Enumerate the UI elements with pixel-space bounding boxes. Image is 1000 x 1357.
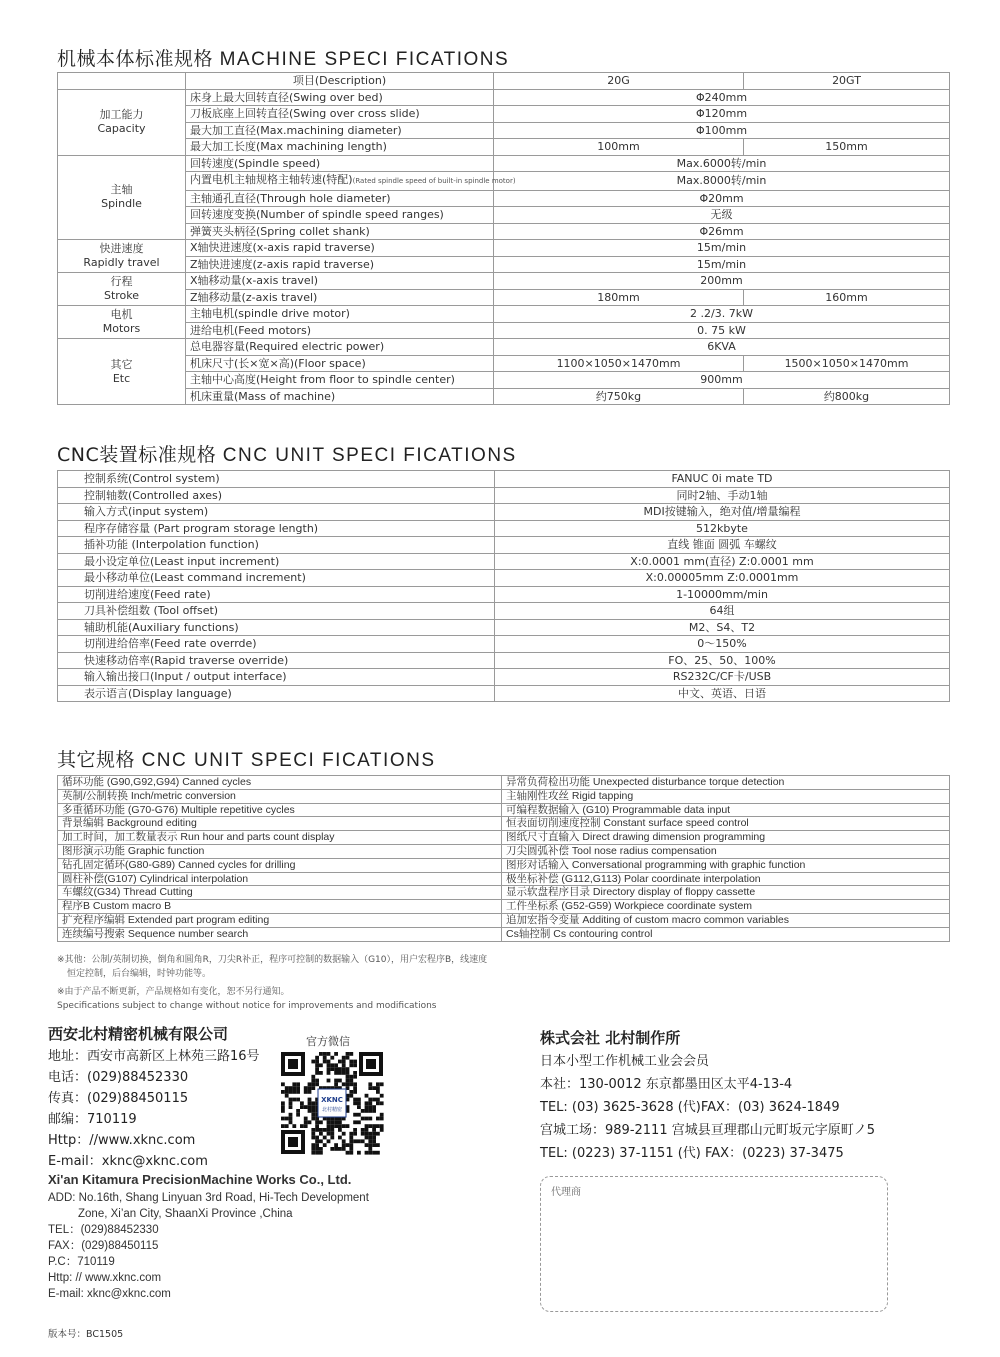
spec-group-line: Spindle: [101, 197, 142, 211]
company-en-name-b: Machine Works Co., Ltd.: [200, 1172, 352, 1187]
other-right: 恒表面切削速度控制 Constant surface speed control: [502, 817, 950, 831]
cnc-value: 0～150%: [495, 636, 950, 653]
cnc-label: 表示语言(Display language): [58, 685, 495, 702]
company-en-tel: TEL：(029)88452330: [48, 1224, 159, 1236]
cnc-value: FO、25、50、100%: [495, 652, 950, 669]
spec-row: [58, 372, 950, 389]
cnc-label: 插补功能 (Interpolation function): [58, 537, 495, 554]
machine-spec-table: [57, 72, 950, 405]
cnc-row: [58, 471, 950, 488]
spec-label: [186, 289, 494, 306]
spec-row: [58, 339, 950, 356]
other-specs-title-en: CNC UNIT SPECI FICATIONS: [141, 750, 436, 771]
spec-group-line: Motors: [102, 322, 141, 335]
company-en: [48, 1170, 369, 1302]
cnc-label: 输入输出接口(Input / output interface): [58, 669, 495, 686]
spec-value: Max.8000转/min: [494, 172, 950, 191]
spec-group-name: [58, 273, 186, 306]
company-cn-email[interactable]: E-mail：xknc@xknc.com: [48, 1154, 208, 1169]
spec-group-name: [58, 155, 186, 240]
note-line: Specifications subject to change without notice for improvements and modifications: [57, 1001, 437, 1011]
spec-label: [186, 139, 494, 156]
spec-row: [58, 322, 950, 339]
other-left: 钻孔固定循环(G80-G89) Canned cycles for drilling: [58, 858, 502, 872]
cnc-value: X:0.00005mm Z:0.0001mm: [495, 570, 950, 587]
spec-value-20g: 100mm: [494, 139, 744, 156]
other-left: 连续编号搜索 Sequence number search: [58, 927, 502, 941]
spec-label-text: 床身上最大回转直径(Swing over bed): [190, 90, 383, 104]
spec-row: [58, 240, 950, 257]
spec-row: [58, 289, 950, 306]
spec-label-text: 主轴中心高度(Height from floor to spindle center): [190, 373, 455, 386]
spec-row: [58, 172, 950, 191]
cnc-row: [58, 603, 950, 620]
spec-row: [58, 106, 950, 123]
spec-group-line: Rapidly travel: [83, 256, 160, 269]
spec-value: 无级: [494, 207, 950, 224]
spec-value: Φ100mm: [494, 122, 950, 139]
cnc-value: 64组: [495, 603, 950, 620]
spec-label: [186, 306, 494, 323]
spec-label: [186, 122, 494, 139]
spec-label-text: 回转速度变换(Number of spindle speed ranges): [190, 208, 444, 221]
spec-row: [58, 139, 950, 156]
spec-label-text: 进给电机(Feed motors): [190, 323, 312, 337]
spec-value: 900mm: [494, 372, 950, 389]
cnc-label: 切削进给倍率(Feed rate overrde): [58, 636, 495, 653]
notes: [57, 953, 487, 1013]
other-row: [58, 927, 950, 941]
spec-row: [58, 388, 950, 405]
spec-label: [186, 240, 494, 257]
spec-label-text: 刀板底座上回转直径(Swing over cross slide): [190, 107, 420, 120]
spec-row: [58, 89, 950, 106]
other-right: 极坐标补偿 (G112,G113) Polar coordinate interpolation: [502, 872, 950, 886]
version-number: 版本号：BC1505: [48, 1329, 124, 1340]
machine-specs-title: [57, 44, 509, 71]
spec-label-text: 内置电机主轴规格主轴转速(特配): [190, 173, 353, 186]
spec-value-20g: 约750kg: [494, 388, 744, 405]
company-jp-factory-tel: TEL: (0223) 37-1151 (代) FAX：(0223) 37-3475: [540, 1146, 844, 1161]
spec-value: Φ120mm: [494, 106, 950, 123]
other-specs-title: [57, 745, 436, 772]
other-right: 刀尖圆弧补偿 Tool nose radius compensation: [502, 844, 950, 858]
cnc-specs-title-en: CNC UNIT SPECI FICATIONS: [222, 445, 517, 466]
company-jp: [540, 1026, 875, 1165]
spec-label-text: Z轴快进速度(z-axis rapid traverse): [190, 257, 375, 271]
spec-group-line: 加工能力: [99, 108, 144, 121]
spec-value-20gt: 约800kg: [744, 388, 950, 405]
cnc-row: [58, 652, 950, 669]
agent-label: 代理商: [551, 1187, 581, 1198]
cnc-value: MDI按键输入，绝对值/增量编程: [495, 504, 950, 521]
machine-specs-title-cn: 机械本体标准规格: [57, 48, 214, 70]
spec-label-text: 总电器容量(Required electric power): [190, 340, 385, 353]
cnc-label: 控制系统(Control system): [58, 471, 495, 488]
spec-header-20gt: 20GT: [744, 73, 950, 90]
spec-label-text: X轴快进速度(x-axis rapid traverse): [190, 241, 375, 254]
other-right: 可编程数据输入 (G10) Programmable data input: [502, 803, 950, 817]
spec-group-name: [58, 89, 186, 155]
cnc-row: [58, 586, 950, 603]
other-right: 图纸尺寸直输入 Direct drawing dimension programming: [502, 831, 950, 845]
qr-logo-subtext: 北村精密: [321, 1107, 343, 1113]
other-left: 图形演示功能 Graphic function: [58, 844, 502, 858]
qr-logo-text: XKNC: [321, 1096, 343, 1104]
company-en-address-1: ADD: No.16th, Shang Linyuan 3rd Road, Hi-Tech Development: [48, 1192, 369, 1204]
cnc-value: M2、S4、T2: [495, 619, 950, 636]
spec-row: [58, 190, 950, 207]
cnc-value: RS232C/CF卡/USB: [495, 669, 950, 686]
cnc-label: 程序存储容量 (Part program storage length): [58, 520, 495, 537]
other-right: Cs轴控制 Cs contouring control: [502, 927, 950, 941]
spec-row: [58, 355, 950, 372]
company-jp-name: 株式会社 北村制作所: [540, 1029, 681, 1047]
spec-header-row: [58, 73, 950, 90]
spec-row: [58, 273, 950, 290]
other-left: 车螺纹(G34) Thread Cutting: [58, 886, 502, 900]
cnc-row: [58, 487, 950, 504]
spec-group-name: [58, 339, 186, 405]
cnc-value: 中文、英语、日语: [495, 685, 950, 702]
spec-header-item: 项目(Description): [186, 73, 494, 90]
note-line: ※由于产品不断更新，产品规格如有变化，恕不另行通知。: [57, 987, 290, 997]
note-line: ※其他：公制/英制切换，倒角和圆角R，刀尖R补正，程序可控制的数据输入（G10），用户宏程序B，线速度: [57, 955, 488, 965]
spec-value: 0. 75 kW: [494, 322, 950, 339]
spec-label-text: 机床重量(Mass of machine): [190, 389, 336, 403]
spec-row: [58, 155, 950, 172]
other-left: 循环功能 (G90,G92,G94) Canned cycles: [58, 776, 502, 790]
other-specs-title-cn: 其它规格: [57, 749, 136, 771]
spec-group-line: Capacity: [97, 122, 146, 135]
cnc-label: 最小移动单位(Least command increment): [58, 570, 495, 587]
other-left: 程序B Custom macro B: [58, 900, 502, 914]
spec-value: Max.6000转/min: [494, 155, 950, 172]
spec-label-text: 主轴通孔直径(Through hole diameter): [190, 191, 391, 205]
cnc-value: 1-10000mm/min: [495, 586, 950, 603]
note-line: 恒定控制，后台编辑，时钟功能等。: [67, 969, 212, 979]
spec-label: [186, 155, 494, 172]
other-right: 显示软盘程序目录 Directory display of floppy cassette: [502, 886, 950, 900]
spec-label: [186, 355, 494, 372]
spec-label: [186, 372, 494, 389]
company-en-http[interactable]: Http: // www.xknc.com: [48, 1272, 162, 1284]
other-row: [58, 844, 950, 858]
machine-specs-title-en: MACHINE SPECI FICATIONS: [219, 49, 510, 70]
spec-label: [186, 172, 516, 191]
cnc-row: [58, 619, 950, 636]
cnc-row: [58, 520, 950, 537]
cnc-row: [58, 669, 950, 686]
spec-value-20gt: 1500×1050×1470mm: [744, 355, 950, 372]
cnc-label: 快速移动倍率(Rapid traverse override): [58, 652, 495, 669]
company-en-fax: FAX：(029)88450115: [48, 1240, 159, 1252]
spec-group-line: 其它: [110, 357, 133, 371]
cnc-value: X:0.0001 mm(直径) Z:0.0001 mm: [495, 553, 950, 570]
cnc-specs-title-cn: CNC装置标准规格: [57, 444, 217, 466]
spec-label: [186, 273, 494, 290]
company-cn-fax: 传真：(029)88450115: [48, 1091, 189, 1106]
company-cn-http[interactable]: Http：//www.xknc.com: [48, 1133, 196, 1148]
cnc-row: [58, 553, 950, 570]
qr-label: 官方微信: [306, 1035, 350, 1048]
cnc-row: [58, 537, 950, 554]
cnc-row: [58, 636, 950, 653]
company-jp-member: 日本小型工作机械工业会会员: [540, 1054, 710, 1069]
company-cn-name: 西安北村精密机械有限公司: [48, 1025, 229, 1043]
spec-group-name: [58, 306, 186, 339]
other-row: [58, 913, 950, 927]
spec-value: 15m/min: [494, 256, 950, 273]
cnc-label: 切削进给速度(Feed rate): [58, 586, 495, 603]
other-left: 加工时间，加工数量表示 Run hour and parts count display: [58, 831, 502, 845]
company-jp-factory: 宫城工场：989-2111 宫城县亘理郡山元町坂元字原町ノ5: [540, 1123, 875, 1138]
other-right: 图形对话输入 Conversational programming with graphic function: [502, 858, 950, 872]
spec-label: [186, 322, 494, 339]
cnc-value: 512kbyte: [495, 520, 950, 537]
other-row: [58, 886, 950, 900]
cnc-spec-table: [57, 470, 950, 702]
other-row: [58, 803, 950, 817]
spec-value: Φ240mm: [494, 89, 950, 106]
cnc-value: 同时2轴、手动1轴: [495, 487, 950, 504]
company-en-address-2: Zone, Xi’an City, ShaanXi Province ,China: [78, 1208, 293, 1220]
spec-row: [58, 207, 950, 224]
wechat-qr-code-icon: [278, 1049, 386, 1157]
spec-value: 6KVA: [494, 339, 950, 356]
cnc-row: [58, 570, 950, 587]
spec-label-text: 主轴电机(spindle drive motor): [190, 307, 350, 320]
spec-label: [186, 256, 494, 273]
cnc-label: 控制轴数(Controlled axes): [58, 487, 495, 504]
cnc-label: 辅助机能(Auxiliary functions): [58, 619, 495, 636]
other-left: 多重循环功能 (G70-G76) Multiple repetitive cycles: [58, 803, 502, 817]
spec-group-line: 主轴: [110, 183, 133, 197]
spec-value-20g: 1100×1050×1470mm: [494, 355, 744, 372]
cnc-value: FANUC 0i mate TD: [495, 471, 950, 488]
other-right: 工件坐标系 (G52-G59) Workpiece coordinate system: [502, 900, 950, 914]
company-cn: [48, 1022, 260, 1172]
company-en-name-a: Xi'an Kitamura Precision: [48, 1172, 201, 1187]
spec-value: 2 .2/3. 7kW: [494, 306, 950, 323]
spec-row: [58, 122, 950, 139]
spec-value: 200mm: [494, 273, 950, 290]
spec-header-20g: 20G: [494, 73, 744, 90]
spec-group-line: Etc: [112, 371, 131, 385]
spec-label: [186, 339, 494, 356]
other-row: [58, 817, 950, 831]
spec-header-blank: [58, 73, 186, 90]
other-left: 英制/公制转换 Inch/metric conversion: [58, 789, 502, 803]
other-left: 背景编辑 Background editing: [58, 817, 502, 831]
other-right: 异常负荷检出功能 Unexpected disturbance torque detection: [502, 776, 950, 790]
spec-label-text: 回转速度(Spindle speed): [190, 156, 321, 170]
spec-label: [186, 223, 494, 240]
company-en-email[interactable]: E-mail: xknc@xknc.com: [48, 1288, 171, 1300]
company-cn-address: 地址：西安市高新区上林苑三路16号: [48, 1049, 260, 1064]
spec-row: [58, 306, 950, 323]
spec-label: [186, 190, 494, 207]
other-left: 扩充程序编辑 Extended part program editing: [58, 913, 502, 927]
agent-box: [540, 1176, 888, 1312]
spec-group-line: 快进速度: [99, 242, 144, 255]
other-row: [58, 900, 950, 914]
other-row: [58, 858, 950, 872]
cnc-label: 刀具补偿组数 (Tool offset): [58, 603, 495, 620]
cnc-label: 输入方式(input system): [58, 504, 495, 521]
other-row: [58, 872, 950, 886]
company-cn-zip: 邮编：710119: [48, 1112, 137, 1127]
cnc-specs-title: [57, 440, 517, 467]
spec-value-20gt: 150mm: [744, 139, 950, 156]
cnc-row: [58, 504, 950, 521]
other-spec-table: [57, 775, 950, 942]
cnc-value: 直线 锥面 圆弧 车螺纹: [495, 537, 950, 554]
cnc-label: 最小设定单位(Least input increment): [58, 553, 495, 570]
spec-label-note: (Rated spindle speed of built-in spindle motor): [352, 177, 516, 185]
other-row: [58, 789, 950, 803]
spec-value: Φ26mm: [494, 223, 950, 240]
spec-group-line: 电机: [110, 308, 133, 321]
spec-label-text: Z轴移动量(z-axis travel): [190, 290, 318, 304]
spec-row: [58, 223, 950, 240]
spec-value-20gt: 160mm: [744, 289, 950, 306]
spec-label-text: 机床尺寸(长×宽×高)(Floor space): [190, 356, 366, 370]
spec-value: Φ20mm: [494, 190, 950, 207]
spec-label: [186, 89, 494, 106]
company-en-postcode: P.C：710119: [48, 1256, 115, 1268]
spec-group-line: Stroke: [103, 289, 140, 302]
company-jp-hq-tel: TEL: (03) 3625-3628 (代)FAX：(03) 3624-1849: [540, 1100, 840, 1115]
other-left: 圆柱补偿(G107) Cylindrical interpolation: [58, 872, 502, 886]
spec-label: [186, 106, 494, 123]
company-cn-tel: 电话：(029)88452330: [48, 1070, 189, 1085]
spec-label: [186, 388, 494, 405]
spec-row: [58, 256, 950, 273]
spec-value-20g: 180mm: [494, 289, 744, 306]
other-right: 追加宏指令变量 Additing of custom macro common variables: [502, 913, 950, 927]
other-row: [58, 831, 950, 845]
spec-label-text: 弹簧夹头柄径(Spring collet shank): [190, 224, 370, 238]
spec-label-text: X轴移动量(x-axis travel): [190, 274, 319, 287]
spec-label: [186, 207, 494, 224]
spec-value: 15m/min: [494, 240, 950, 257]
other-row: [58, 776, 950, 790]
spec-group-name: [58, 240, 186, 273]
spec-group-line: 行程: [110, 275, 133, 288]
company-jp-hq: 本社：130-0012 东京都墨田区太平4-13-4: [540, 1077, 793, 1092]
spec-label-text: 最大加工长度(Max machining length): [190, 140, 387, 153]
spec-label-text: 最大加工直径(Max.machining diameter): [190, 123, 402, 137]
other-right: 主轴刚性攻丝 Rigid tapping: [502, 789, 950, 803]
cnc-row: [58, 685, 950, 702]
